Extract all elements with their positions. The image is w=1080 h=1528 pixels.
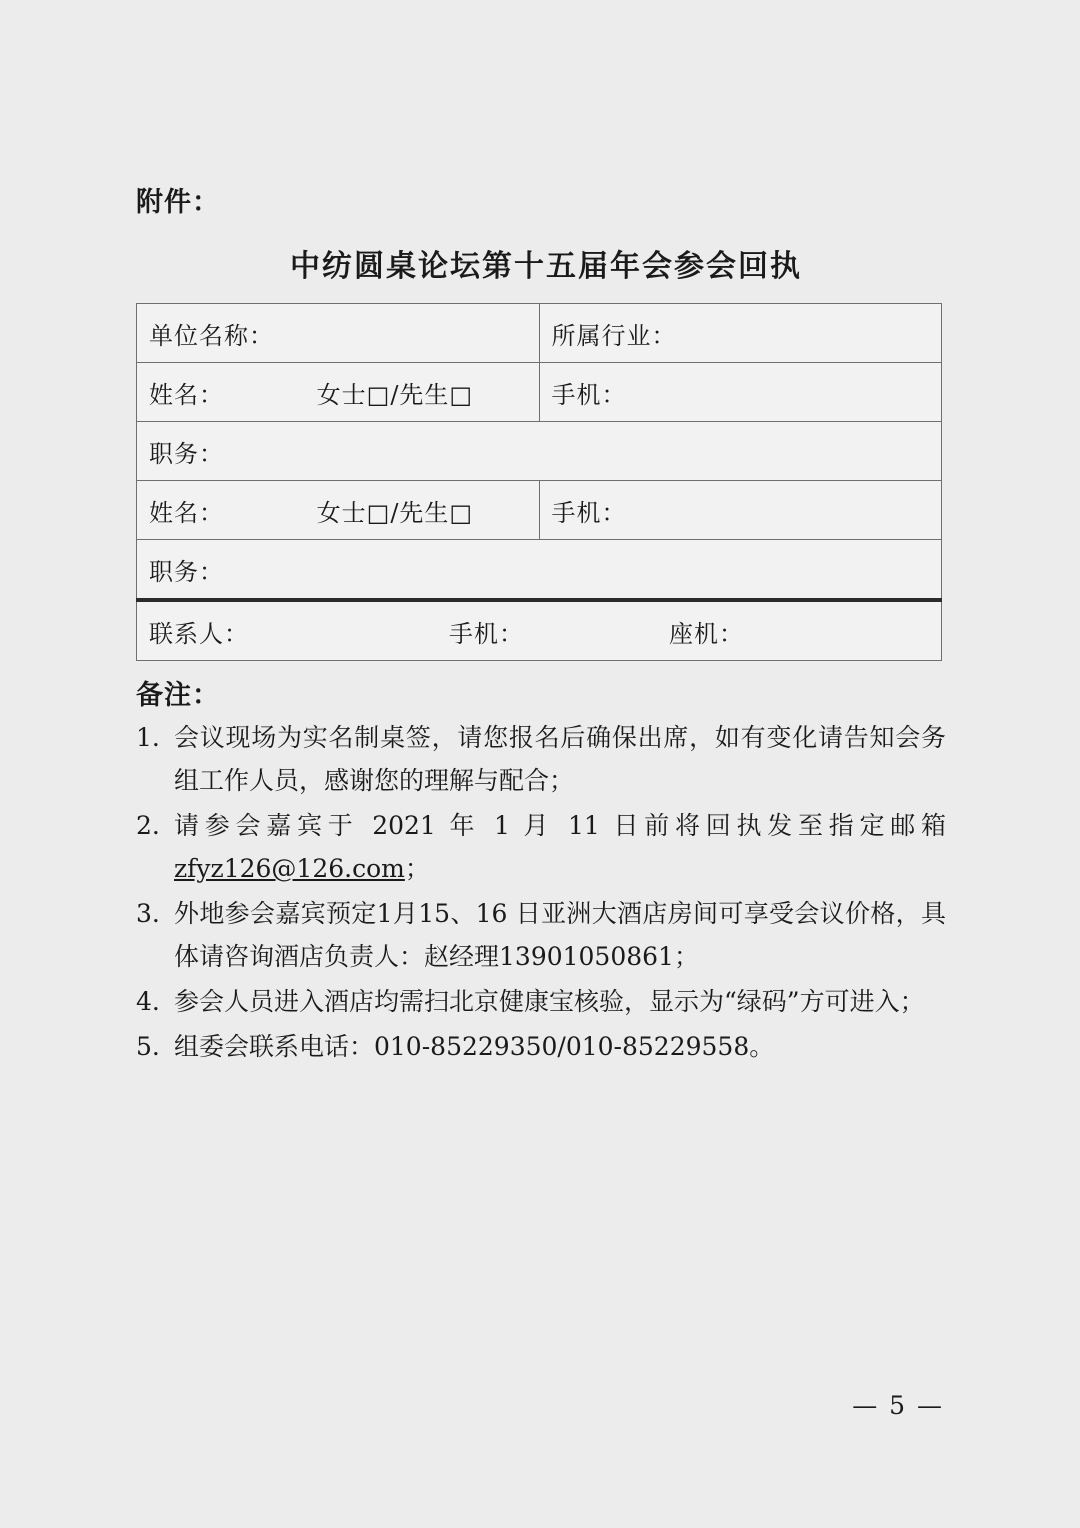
attendee2-position-cell[interactable]: 职务： [137, 540, 942, 601]
attendee1-position-cell[interactable]: 职务： [137, 422, 942, 481]
table-row [137, 540, 942, 601]
notes-list [136, 716, 946, 1068]
table-row [137, 422, 942, 481]
note-number: 2. [136, 811, 160, 840]
note-email-link[interactable]: zfyz126@126.com [174, 854, 405, 883]
note-text: 组委会联系电话：010-85229350/010-85229558。 [174, 1032, 775, 1061]
list-item [136, 804, 946, 890]
note-text: 会议现场为实名制桌签，请您报名后确保出席，如有变化请告知会务组工作人员，感谢您的理解与配合； [174, 723, 946, 795]
note-number: 1. [136, 723, 160, 752]
note-text-line: 请参会嘉宾于 2021 年 1 月 11 日前将回执发至指定邮箱 [174, 811, 946, 840]
table-row [137, 363, 942, 422]
note-number: 3. [136, 899, 160, 928]
contact-person-label: 联系人： [149, 619, 249, 648]
list-item [136, 1025, 946, 1068]
page-number: — 5 — [852, 1391, 944, 1420]
attendee1-phone-cell[interactable]: 手机： [539, 363, 942, 422]
attendee1-name-label: 姓名： [149, 380, 224, 409]
registration-form-table [136, 303, 942, 661]
contact-landline-label: 座机： [669, 619, 744, 648]
table-row [137, 481, 942, 540]
list-item [136, 892, 946, 978]
note-text: 外地参会嘉宾预定1月15、16 日亚洲大酒店房间可享受会议价格，具体请咨询酒店负责人：赵经理13901050861； [174, 899, 946, 971]
attendee2-name-label: 姓名： [149, 498, 224, 527]
contact-person-cell[interactable] [137, 600, 942, 661]
note-text [174, 804, 946, 890]
contact-mobile-label: 手机： [449, 619, 524, 648]
attendee2-phone-cell[interactable]: 手机： [539, 481, 942, 540]
attendee2-gender-checkboxes[interactable]: 女士□/先生□ [316, 498, 474, 527]
page-title: 中纺圆桌论坛第十五届年会参会回执 [290, 249, 802, 284]
attendee2-name-cell[interactable] [137, 481, 540, 540]
unit-name-cell[interactable]: 单位名称： [137, 304, 540, 363]
list-item [136, 980, 946, 1023]
note-number: 4. [136, 987, 160, 1016]
industry-cell[interactable]: 所属行业： [539, 304, 942, 363]
table-row [137, 600, 942, 661]
attachment-label: 附件： [136, 187, 220, 218]
table-row [137, 304, 942, 363]
document-content [136, 180, 946, 1070]
attendee1-gender-checkboxes[interactable]: 女士□/先生□ [316, 380, 474, 409]
note-text: 参会人员进入酒店均需扫北京健康宝核验，显示为“绿码”方可进入； [174, 987, 925, 1016]
notes-title: 备注： [136, 680, 220, 711]
note-text-tail: ； [404, 854, 430, 883]
note-number: 5. [136, 1032, 160, 1061]
list-item [136, 716, 946, 802]
attendee1-name-cell[interactable] [137, 363, 540, 422]
